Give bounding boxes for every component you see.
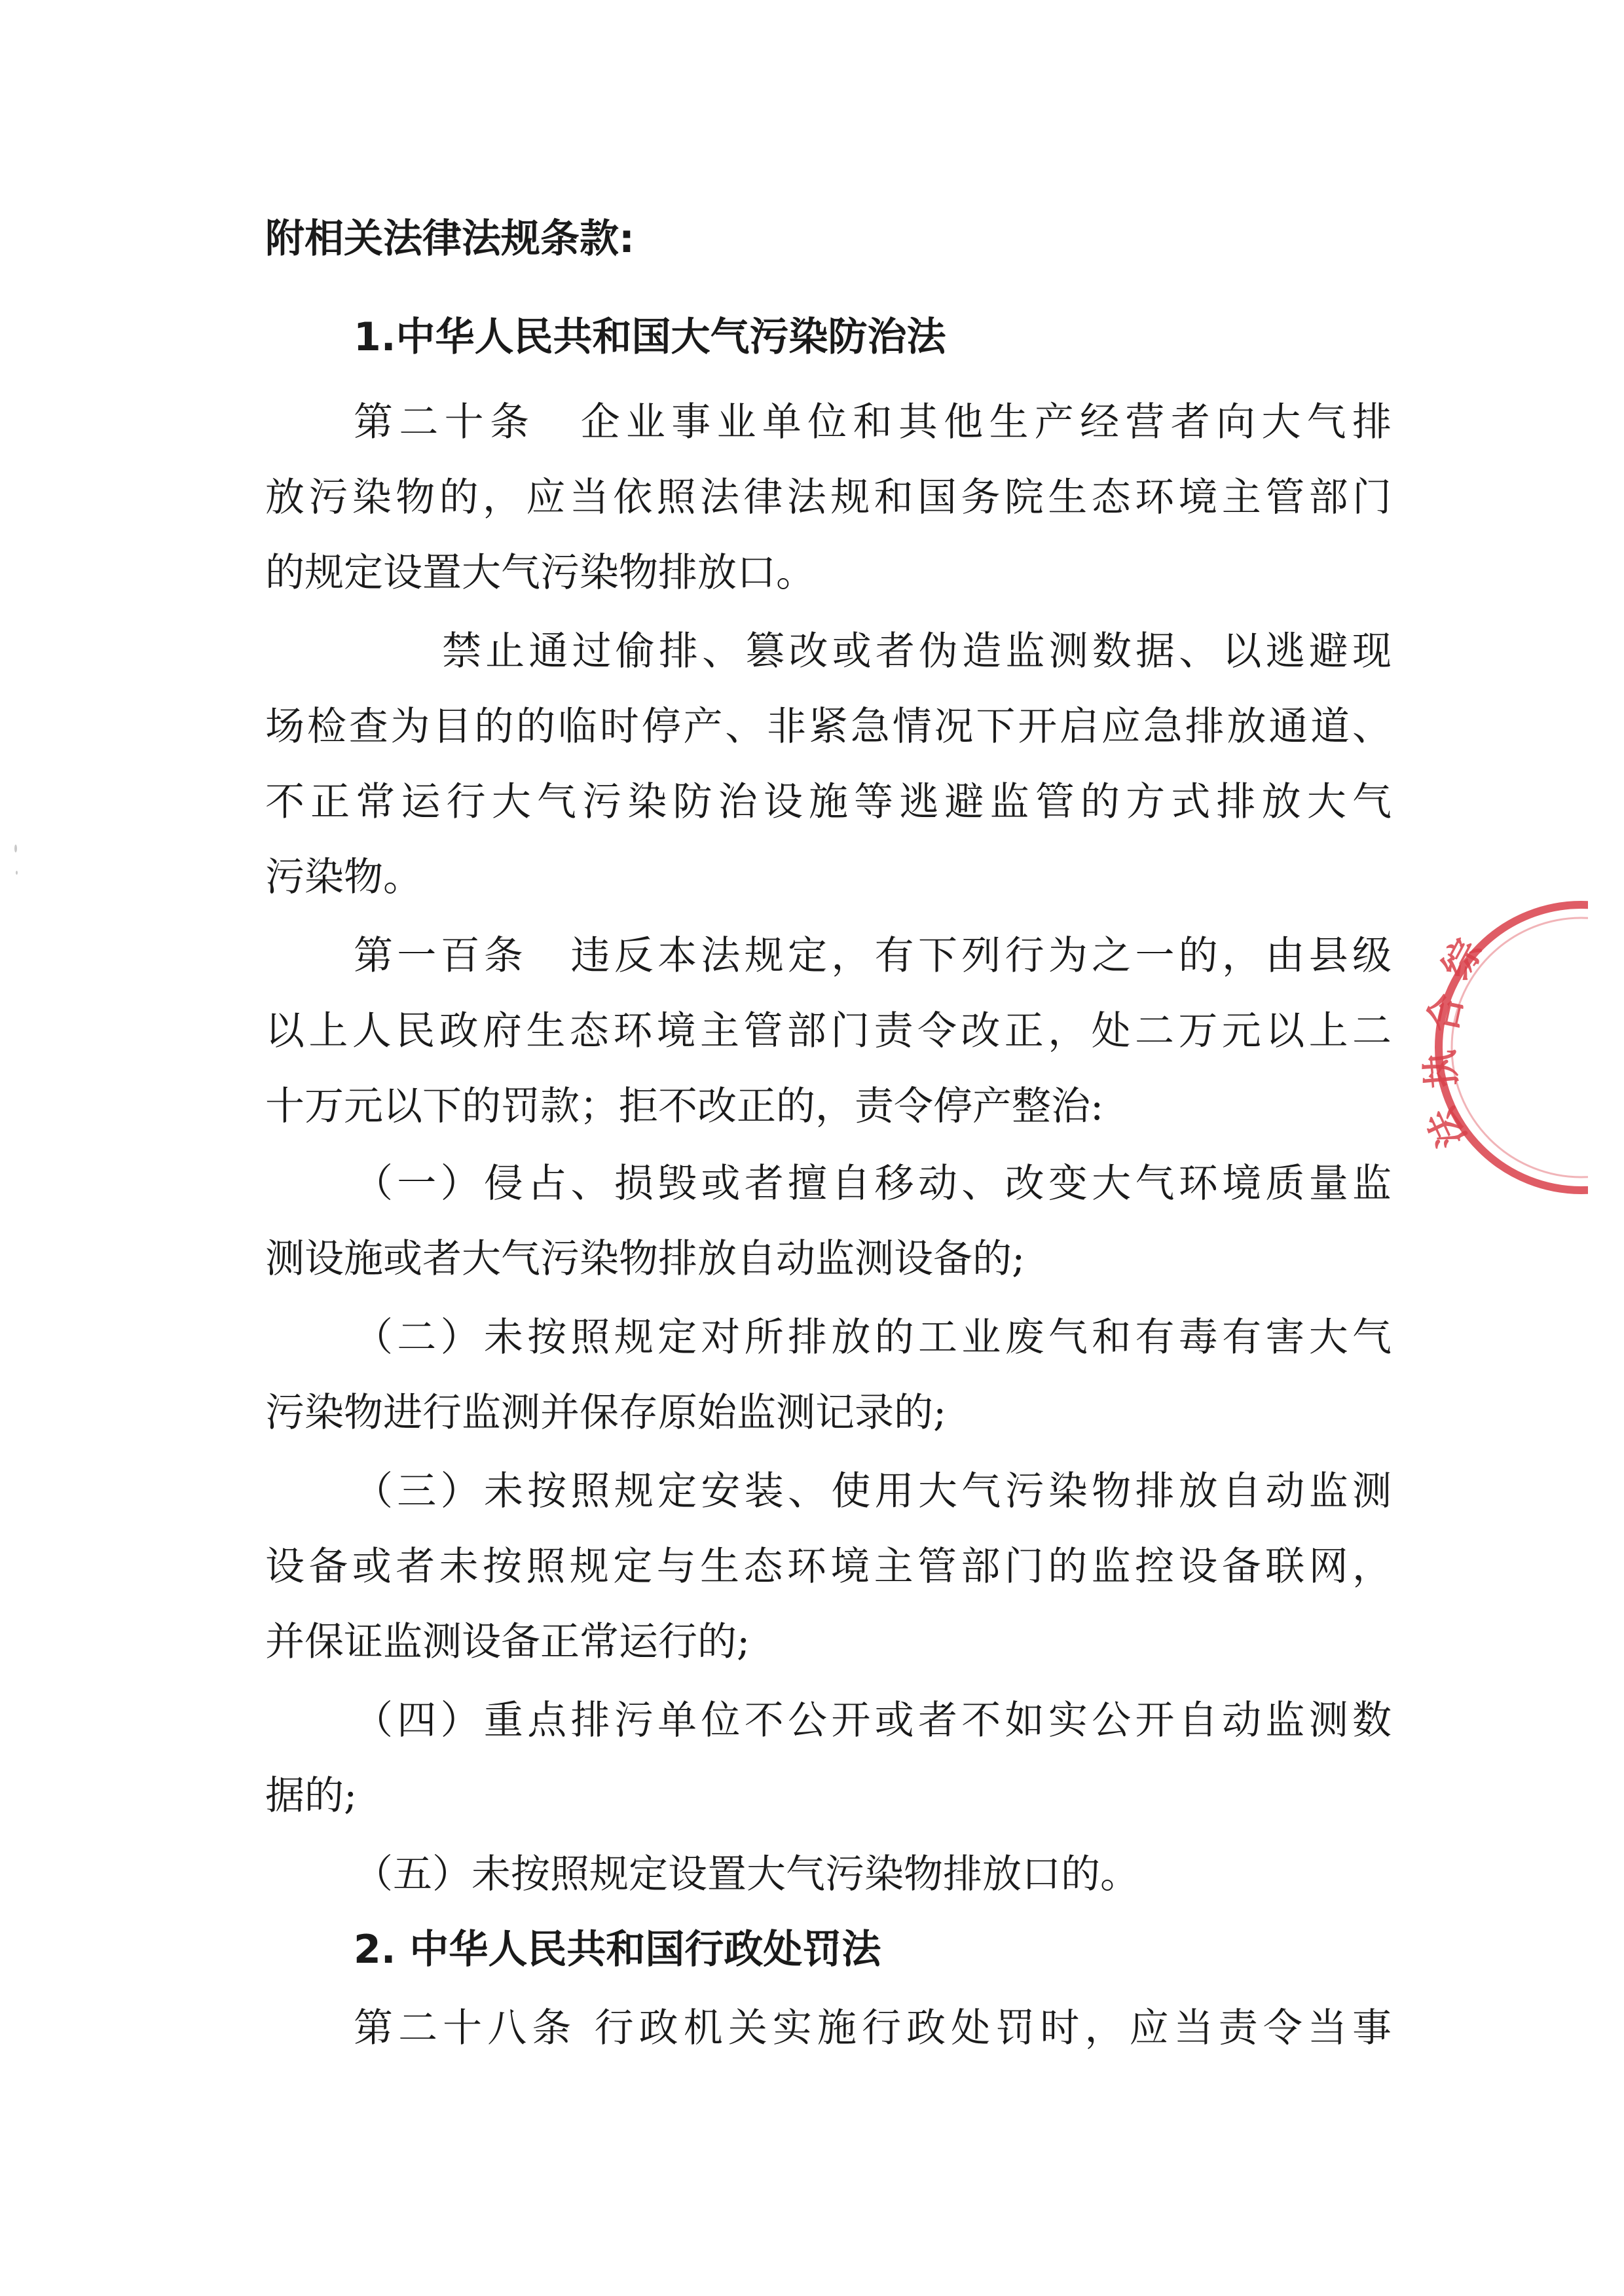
item3-line-2: 设备或者未按照规定与生态环境主管部门的监控设备联网， xyxy=(265,1544,1392,1590)
art20-p2-line-4: 污染物。 xyxy=(265,854,422,900)
art100-line-2: 以上人民政府生态环境主管部门责令改正，处二万元以上二 xyxy=(265,1008,1392,1054)
item5-line-1: （五）未按照规定设置大气污染物排放口的。 xyxy=(354,1851,1139,1897)
scan-speck xyxy=(16,871,18,875)
art20-line-1: 第二十条 企业事业单位和其他生产经营者向大气排 xyxy=(354,399,1392,445)
item1-line-2: 测设施或者大气污染物排放自动监测设备的; xyxy=(265,1236,1025,1282)
svg-text:法: 法 xyxy=(1418,1101,1475,1154)
law2-heading: 2. 中华人民共和国行政处罚法 xyxy=(354,1927,881,1973)
item1-line-1: （一）侵占、损毁或者擅自移动、改变大气环境质量监 xyxy=(354,1161,1392,1207)
art28-line-1: 第二十八条 行政机关实施行政处罚时，应当责令当事 xyxy=(354,2005,1392,2051)
official-seal xyxy=(1392,897,1588,1198)
art20-line-2: 放污染物的，应当依照法律法规和国务院生态环境主管部门 xyxy=(265,475,1392,520)
art20-line-3: 的规定设置大气污染物排放口。 xyxy=(265,550,815,596)
attachment-title: 附相关法律法规条款: xyxy=(265,216,635,262)
item3-line-1: （三）未按照规定安装、使用大气污染物排放自动监测 xyxy=(354,1468,1392,1514)
art100-line-1: 第一百条 违反本法规定，有下列行为之一的，由县级 xyxy=(354,933,1392,979)
item3-line-3: 并保证监测设备正常运行的; xyxy=(265,1619,750,1665)
svg-text:执: 执 xyxy=(1417,1048,1465,1090)
svg-text:合: 合 xyxy=(1420,990,1471,1036)
scan-speck xyxy=(14,845,17,852)
art20-p2-line-1: 禁止通过偷排、篡改或者伪造监测数据、以逃避现 xyxy=(442,629,1392,674)
art20-p2-line-3: 不正常运行大气污染防治设施等逃避监管的方式排放大气 xyxy=(265,779,1392,825)
item4-line-1: （四）重点排污单位不公开或者不如实公开自动监测数 xyxy=(354,1698,1392,1743)
svg-text:综: 综 xyxy=(1433,932,1491,987)
law1-heading: 1.中华人民共和国大气污染防治法 xyxy=(354,314,946,360)
item2-line-2: 污染物进行监测并保存原始监测记录的; xyxy=(265,1390,947,1436)
item4-line-2: 据的; xyxy=(265,1773,358,1819)
art20-p2-line-2: 场检查为目的的临时停产、非紧急情况下开启应急排放通道、 xyxy=(265,704,1392,750)
art100-line-3: 十万元以下的罚款；拒不改正的，责令停产整治: xyxy=(265,1084,1104,1129)
item2-line-1: （二）未按照规定对所排放的工业废气和有毒有害大气 xyxy=(354,1315,1392,1360)
